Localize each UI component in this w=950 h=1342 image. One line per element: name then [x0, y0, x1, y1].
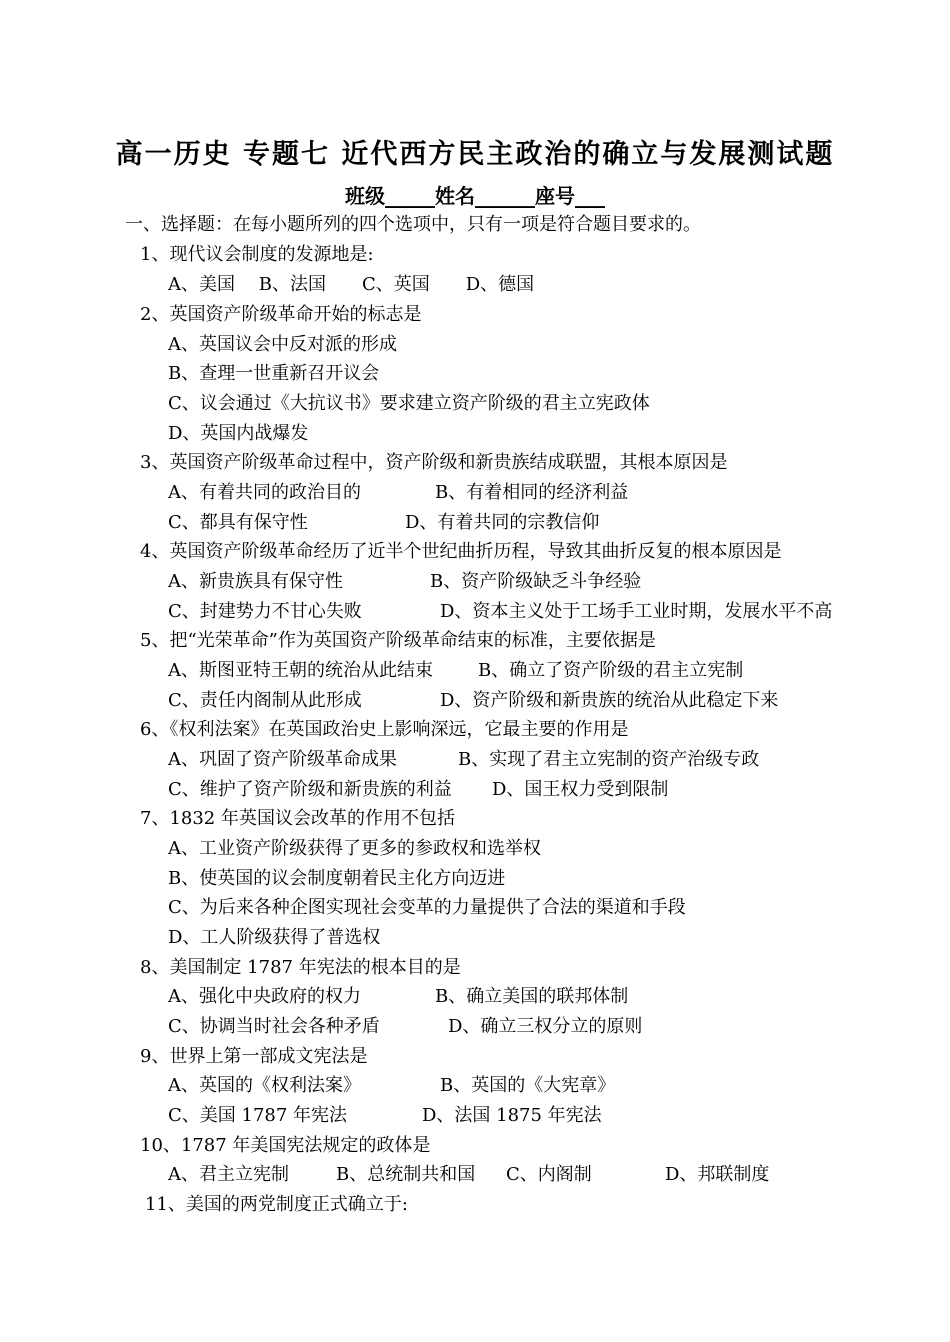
question-5-option-d: D、资产阶级和新贵族的统治从此稳定下来: [440, 690, 779, 711]
question-4-stem: 4、英国资产阶级革命经历了近半个世纪曲折历程，导致其曲折反复的根本原因是: [140, 541, 782, 562]
question-6-option-c: C、维护了资产阶级和新贵族的利益: [168, 779, 452, 800]
question-2-stem: 2、英国资产阶级革命开始的标志是: [140, 304, 422, 325]
question-5-option-c: C、责任内阁制从此形成: [168, 690, 362, 711]
question-2-option-b: B、查理一世重新召开议会: [168, 363, 380, 384]
question-9-option-a: A、英国的《权利法案》: [168, 1075, 361, 1096]
question-5-option-a: A、斯图亚特王朝的统治从此结束: [168, 660, 433, 681]
question-7-option-c: C、为后来各种企图实现社会变革的力量提供了合法的渠道和手段: [168, 897, 686, 918]
question-2-option-a: A、英国议会中反对派的形成: [168, 334, 397, 355]
question-11-stem: 11、美国的两党制度正式确立于:: [145, 1194, 408, 1215]
question-7-option-b: B、使英国的议会制度朝着民主化方向迈进: [168, 868, 506, 889]
question-10-option-a: A、君主立宪制: [168, 1164, 289, 1185]
question-1-stem: 1、现代议会制度的发源地是:: [140, 244, 374, 265]
question-7-stem: 7、1832 年英国议会改革的作用不包括: [140, 808, 455, 829]
question-9-option-d: D、法国 1875 年宪法: [422, 1105, 602, 1126]
question-3-option-d: D、有着共同的宗教信仰: [405, 512, 600, 533]
question-3-option-a: A、有着共同的政治目的: [168, 482, 361, 503]
question-8-option-b: B、确立美国的联邦体制: [435, 986, 629, 1007]
question-8-stem: 8、美国制定 1787 年宪法的根本目的是: [140, 957, 461, 978]
question-10-option-c: C、内阁制: [506, 1164, 592, 1185]
question-8-option-c: C、协调当时社会各种矛盾: [168, 1016, 380, 1037]
question-2-option-d: D、英国内战爆发: [168, 423, 309, 444]
question-9-stem: 9、世界上第一部成文宪法是: [140, 1046, 368, 1067]
page-title: 高一历史 专题七 近代西方民主政治的确立与发展测试题: [115, 139, 835, 170]
question-8-option-d: D、确立三权分立的原则: [448, 1016, 643, 1037]
question-3-stem: 3、英国资产阶级革命过程中，资产阶级和新贵族结成联盟，其根本原因是: [140, 452, 728, 473]
question-3-option-b: B、有着相同的经济利益: [435, 482, 629, 503]
question-6-option-d: D、国王权力受到限制: [492, 779, 669, 800]
question-6-option-a: A、巩固了资产阶级革命成果: [168, 749, 397, 770]
question-1-options: A、美国 B、法国 C、英国 D、德国: [168, 274, 535, 295]
section-heading: 一、选择题：在每小题所列的四个选项中，只有一项是符合题目要求的。: [125, 214, 701, 235]
question-10-option-b: B、总统制共和国: [336, 1164, 476, 1185]
question-10-stem: 10、1787 年美国宪法规定的政体是: [140, 1135, 431, 1156]
question-4-option-c: C、封建势力不甘心失败: [168, 601, 362, 622]
question-2-option-c: C、议会通过《大抗议书》要求建立资产阶级的君主立宪政体: [168, 393, 650, 414]
question-7-option-d: D、工人阶级获得了普选权: [168, 927, 381, 948]
question-10-option-d: D、邦联制度: [665, 1164, 770, 1185]
question-7-option-a: A、工业资产阶级获得了更多的参政权和选举权: [168, 838, 541, 859]
question-5-stem: 5、把“光荣革命”作为英国资产阶级革命结束的标准，主要依据是: [140, 630, 656, 651]
question-9-option-c: C、美国 1787 年宪法: [168, 1105, 348, 1126]
question-4-option-b: B、资产阶级缺乏斗争经验: [430, 571, 642, 592]
question-4-option-a: A、新贵族具有保守性: [168, 571, 343, 592]
question-3-option-c: C、都具有保守性: [168, 512, 308, 533]
question-4-option-d: D、资本主义处于工场手工业时期，发展水平不高: [440, 601, 833, 622]
question-6-option-b: B、实现了君主立宪制的资产治级专政: [458, 749, 760, 770]
question-8-option-a: A、强化中央政府的权力: [168, 986, 361, 1007]
question-9-option-b: B、英国的《大宪章》: [440, 1075, 616, 1096]
question-5-option-b: B、确立了资产阶级的君主立宪制: [478, 660, 744, 681]
student-info-line: 班级_____姓名______座号___: [345, 184, 605, 208]
question-6-stem: 6、《权利法案》在英国政治史上影响深远，它最主要的作用是: [140, 719, 629, 740]
